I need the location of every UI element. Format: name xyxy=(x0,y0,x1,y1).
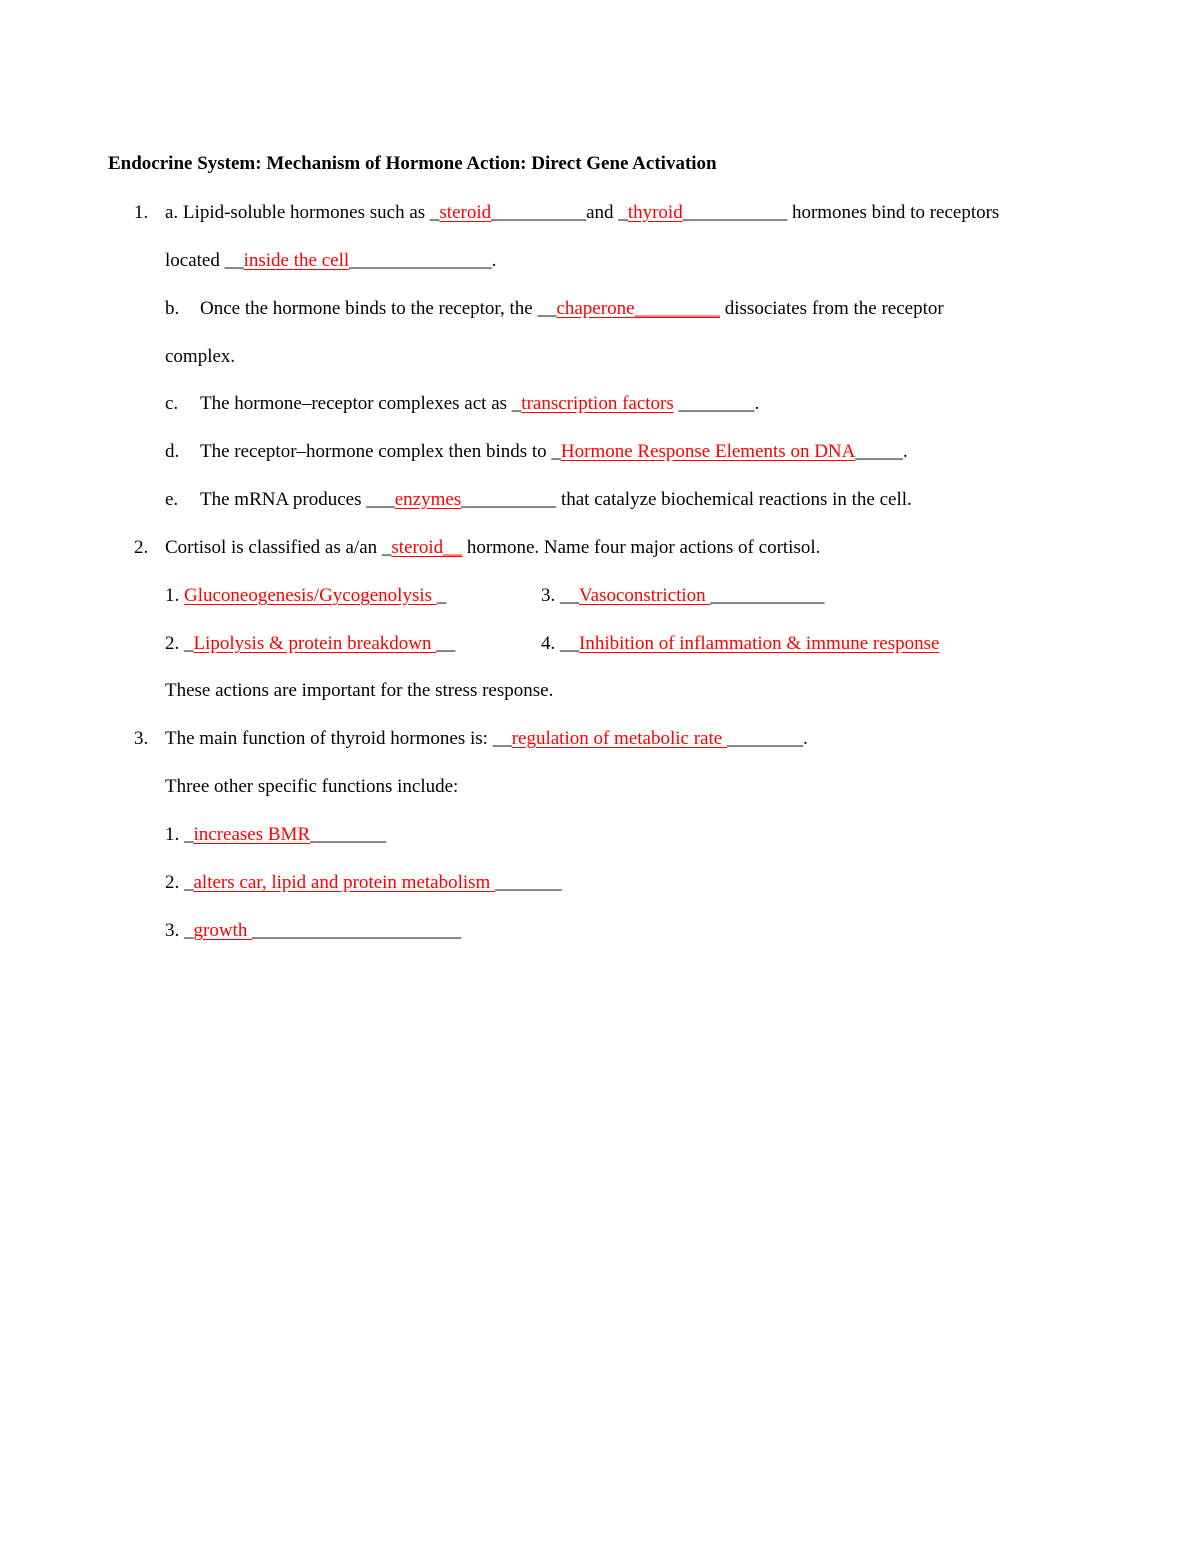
thyroid-function-2 xyxy=(165,871,562,895)
blank-lead: ___ xyxy=(366,489,395,510)
q1b-line1 xyxy=(200,297,944,321)
blank-lead: __ xyxy=(560,585,579,606)
q1a-text4: located xyxy=(165,250,225,271)
answer-lipolysis: Lipolysis & protein breakdown xyxy=(193,633,437,654)
q1a-text5: . xyxy=(491,250,497,271)
blank-fill: ____________ xyxy=(710,585,825,606)
blank-fill: __ xyxy=(443,537,463,558)
q1a-text3: hormones bind to receptors xyxy=(787,202,1000,223)
q1e-text2: that catalyze biochemical reactions in the cell. xyxy=(556,489,912,510)
blank-fill: _______________ xyxy=(349,250,492,271)
q1d-text1: The receptor–hormone complex then binds to xyxy=(200,441,552,462)
blank-fill: ______________________ xyxy=(252,920,462,941)
cortisol-action-3 xyxy=(541,584,824,608)
blank-lead: __ xyxy=(537,298,557,319)
q1a-text1: a. Lipid-soluble hormones such as xyxy=(165,202,430,223)
blank-lead: _ xyxy=(429,202,440,223)
q1b-text2: dissociates from the receptor xyxy=(720,298,944,319)
q2-text1: Cortisol is classified as a/an xyxy=(165,537,382,558)
answer-regulation-of-metabolic-rate: regulation of metabolic rate xyxy=(511,728,727,749)
q3-text1: The main function of thyroid hormones is: xyxy=(165,728,493,749)
blank-lead: _ xyxy=(184,633,194,654)
blank-lead: _ xyxy=(381,537,392,558)
answer-inside-the-cell: inside the cell xyxy=(243,250,350,271)
blank-fill: __________ xyxy=(461,489,557,510)
q1-number: 1. xyxy=(134,202,149,223)
blank-fill: _____ xyxy=(855,441,903,462)
blank-lead: _ xyxy=(551,441,561,462)
answer-vasoconstriction: Vasoconstriction xyxy=(579,585,711,606)
item-number: 2. xyxy=(165,633,184,654)
item-number: 4. xyxy=(541,633,560,654)
answer-hormone-response-elements: Hormone Response Elements on DNA xyxy=(560,441,856,462)
q1a-text2: and xyxy=(586,202,619,223)
q1c-line xyxy=(200,392,759,416)
q1c-text1: The hormone–receptor complexes act as xyxy=(200,393,512,414)
q3-subheading: Three other specific functions include: xyxy=(165,776,459,797)
q1c-text2: . xyxy=(754,393,760,414)
q1d-text2: . xyxy=(902,441,908,462)
q1c-label: c. xyxy=(165,393,179,414)
answer-increases-bmr: increases BMR xyxy=(193,824,311,845)
thyroid-function-1 xyxy=(165,823,386,847)
answer-steroid: steroid xyxy=(439,202,492,223)
thyroid-function-3 xyxy=(165,919,461,943)
q1e-line xyxy=(200,488,912,512)
q1b-label: b. xyxy=(165,298,180,319)
q1b-line2: complex. xyxy=(165,346,236,367)
page-title: Endocrine System: Mechanism of Hormone Action: Direct Gene Activation xyxy=(108,153,717,174)
blank-lead: _ xyxy=(511,393,522,414)
blank-fill: ________ xyxy=(310,824,387,845)
q1e-label: e. xyxy=(165,489,179,510)
answer-transcription-factors: transcription factors xyxy=(521,393,674,414)
item-number: 1. xyxy=(165,824,184,845)
answer-alters-metabolism: alters car, lipid and protein metabolism xyxy=(193,872,496,893)
blank-lead: _ xyxy=(184,920,194,941)
blank-fill: ___________ xyxy=(682,202,788,223)
answer-growth: growth xyxy=(193,920,253,941)
blank-lead: __ xyxy=(560,633,579,654)
blank-fill: __________ xyxy=(491,202,587,223)
blank-fill: _______ xyxy=(495,872,562,893)
q2-line xyxy=(165,536,820,560)
blank-lead: _ xyxy=(618,202,628,223)
item-number: 3. xyxy=(165,920,184,941)
item-number: 1. xyxy=(165,585,184,606)
blank-fill: _ xyxy=(436,585,447,606)
blank-lead: _ xyxy=(184,872,194,893)
q1b-text1: Once the hormone binds to the receptor, the xyxy=(200,298,538,319)
cortisol-action-4 xyxy=(541,632,939,656)
blank-fill: __ xyxy=(436,633,456,654)
q1d-line xyxy=(200,440,908,464)
answer-chaperone: chaperone xyxy=(556,298,635,319)
answer-steroid: steroid xyxy=(391,537,444,558)
q3-number: 3. xyxy=(134,728,149,749)
cortisol-action-2 xyxy=(165,632,455,656)
item-number: 2. xyxy=(165,872,184,893)
blank-lead: _ xyxy=(184,824,194,845)
q1a-line1 xyxy=(165,201,999,225)
blank-fill: ________ xyxy=(726,728,803,749)
answer-thyroid: thyroid xyxy=(627,202,683,223)
q1d-label: d. xyxy=(165,441,180,462)
q2-number: 2. xyxy=(134,537,149,558)
answer-enzymes: enzymes xyxy=(394,489,462,510)
blank-lead: __ xyxy=(224,250,244,271)
q3-text2: . xyxy=(802,728,808,749)
q3-line xyxy=(165,727,808,751)
answer-inhibition-of-inflammation: Inhibition of inflammation & immune response xyxy=(579,633,940,654)
blank-lead: __ xyxy=(492,728,512,749)
answer-gluconeogenesis: Gluconeogenesis/Gycogenolysis xyxy=(184,585,437,606)
blank-fill: ________ xyxy=(673,393,755,414)
q1a-line2 xyxy=(165,249,496,273)
q1e-text1: The mRNA produces xyxy=(200,489,367,510)
cortisol-action-1 xyxy=(165,584,446,608)
blank-fill: _________ xyxy=(634,298,720,319)
q2-note: These actions are important for the stress response. xyxy=(165,680,554,701)
item-number: 3. xyxy=(541,585,560,606)
q2-text2: hormone. Name four major actions of cortisol. xyxy=(462,537,821,558)
